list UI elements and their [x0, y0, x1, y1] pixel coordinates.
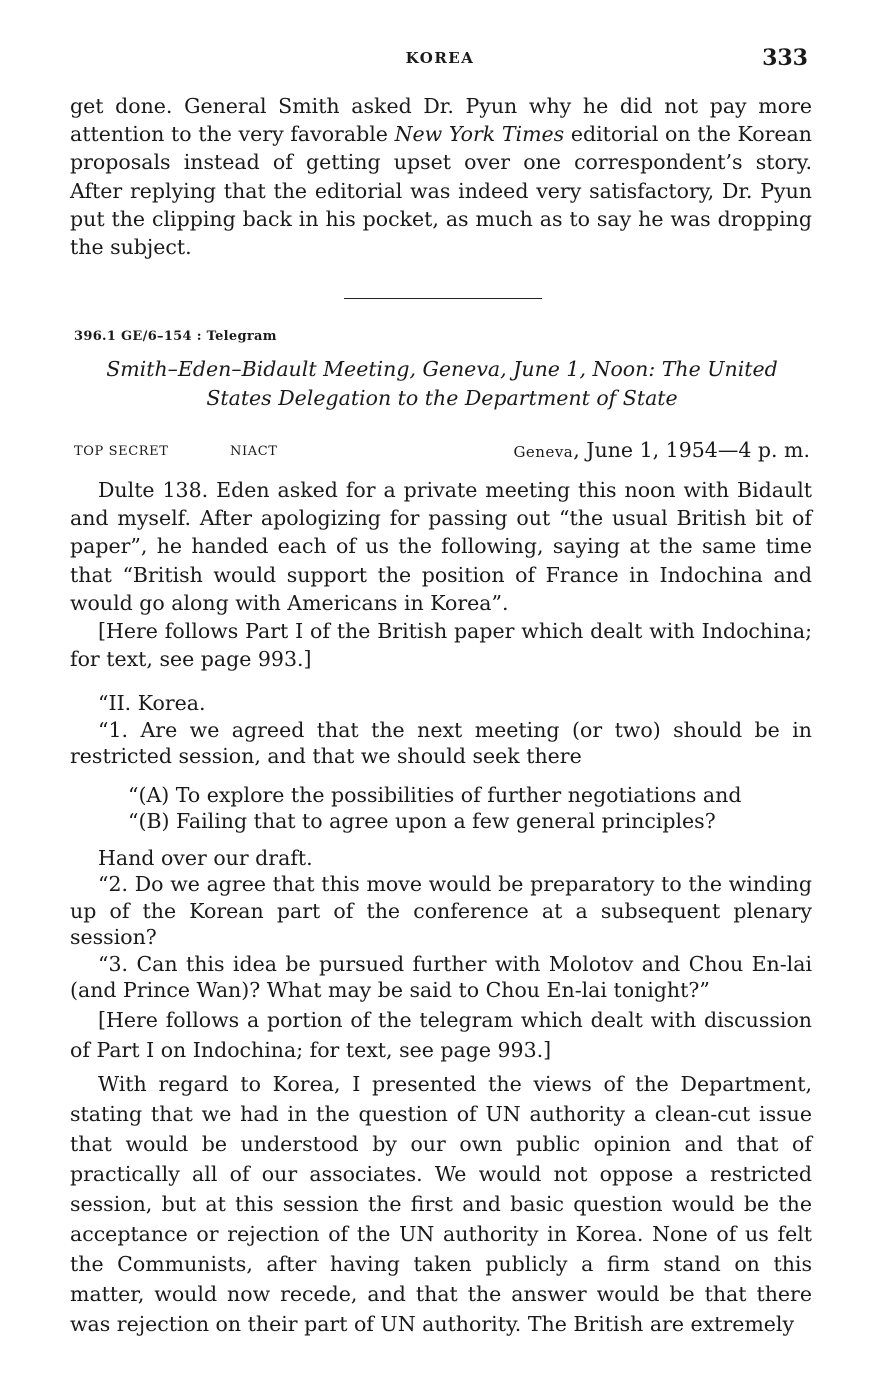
body-paragraph-1: Dulte 138. Eden asked for a private meeting this noon with Bidault and myself. After apologizing for passing out “the usual British bit of paper”, he handed each of us the following, saying at the same time that “British would support the position of France in Indochina and would go along with Americans in Korea”.: [70, 478, 812, 615]
page-number: 333: [762, 45, 808, 71]
classification-line: [74, 438, 810, 466]
question-1-option-a: “(A) To explore the possibilities of further negotiations and: [128, 782, 742, 807]
carryover-text-before: get done. General Smith asked Dr. Pyun why he did not pay more attention to the very favorable: [70, 94, 812, 147]
section-divider: [344, 298, 542, 299]
question-1: “1. Are we agreed that the next meeting (or two) should be in restricted session, and that we should seek there: [70, 717, 812, 768]
dateline-place: Geneva: [513, 443, 574, 461]
handover-note: Hand over our draft.: [98, 845, 313, 870]
body-paragraph-4: With regard to Korea, I presented the views of the Department, stating that we had in the question of UN authority a clean-cut issue that would be understood by our own public opinion and that of practically all of our associates. We would not oppose a restricted session, but at this session the first and basic question would be the acceptance or rejection of the UN authority in Korea. None of us felt the Communists, after having taken publicly a firm stand on this matter, would now recede, and that the answer would be that there was rejection on their part of UN authority. The British are extremely: [70, 1072, 812, 1336]
dateline: [513, 438, 810, 462]
precedence: NIACT: [230, 444, 278, 459]
document-file-number: 396.1 GE/6–154 : Telegram: [74, 329, 277, 344]
carryover-paragraph: [70, 92, 812, 261]
telegram-part-2: [70, 1005, 812, 1339]
carryover-text-after: editorial on the Korean proposals instead of getting upset over one correspondent’s story. After replying that the editorial was indeed very satisfactory, Dr. Pyun put the clipping back in his pocket, as much as to say he was dropping the subject.: [70, 122, 812, 260]
document-title: Smith–Eden–Bidault Meeting, Geneva, June 1, Noon: The United States Delegation to the Department of State: [106, 357, 778, 410]
running-title: KOREA: [405, 49, 475, 67]
running-header: [0, 45, 880, 75]
classification: TOP SECRET: [74, 444, 169, 459]
question-3: “3. Can this idea be pursued further with Molotov and Chou En-lai (and Prince Wan)? What may be said to Chou En-lai tonight?”: [70, 951, 812, 1002]
section-heading: “II. Korea.: [98, 691, 206, 715]
carryover-text: [70, 92, 812, 261]
british-paper-korea: [70, 690, 812, 1004]
body-paragraph-3: [Here follows a portion of the telegram which dealt with discussion of Part I on Indochina; for text, see page 993.]: [70, 1008, 812, 1062]
question-2: “2. Do we agree that this move would be preparatory to the winding up of the Korean part of the conference at a subsequent plenary session?: [70, 872, 812, 949]
telegram-part-1: [70, 476, 812, 673]
newspaper-title: New York Times: [394, 122, 565, 147]
question-1-option-b: “(B) Failing that to agree upon a few general principles?: [128, 809, 716, 833]
body-paragraph-2: [Here follows Part I of the British paper which dealt with Indochina; for text, see page 993.]: [70, 619, 812, 672]
dateline-date: , June 1, 1954—4 p. m.: [573, 438, 810, 462]
